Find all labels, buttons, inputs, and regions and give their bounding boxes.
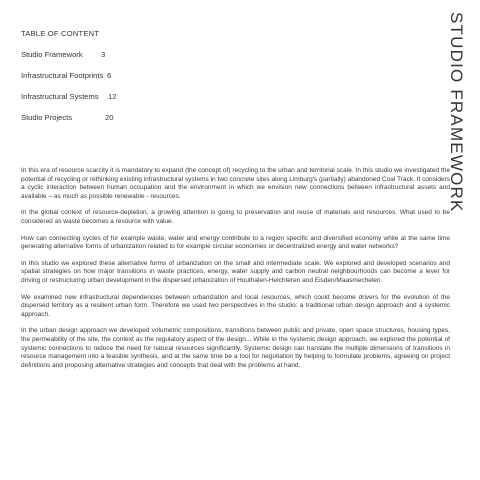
toc-list — [21, 50, 181, 134]
body-text — [21, 167, 450, 378]
toc-item-label: Studio Framework — [21, 50, 83, 59]
section-title-text: STUDIO FRAMEWORK — [447, 12, 466, 213]
toc-item-page: 6 — [107, 71, 112, 80]
table-of-contents — [21, 29, 181, 134]
paragraph: In the urban design approach we developed volumetric compositions, transitions between public and private, open space structures, housing types, the permeability of the site, the context as the regulatory aspect of the design... While in the systemic design approach, we explored the potential of systemic connections to reduce the need for natural resources significantly. Systemic design can translate the multiple dimensions of transitions in resource management into a feasible synthesis, and at the same time be a tool for negotiation by helping to formulate problems, agreeing on project definitions and proposing alternative strategies and concepts that deal with the problems at hand. — [21, 327, 450, 369]
toc-item-studio-framework[interactable] — [21, 50, 181, 71]
paragraph: How can connecting cycles of for example waste, water and energy contribute to a region specific and diversified economy while at the same time generating alternative forms of urbanization related to for example circular economies or decentralized energy and water networks? — [21, 234, 450, 251]
toc-item-label: Infrastructural Systems — [21, 92, 99, 101]
paragraph: We examined new infrastructural dependencies between urbanization and local resources, which could become drivers for the evolution of the dispersed territory as a resilient urban form. Therefore we used two perspectives in the studio: a traditional urban design approach and a systemic approach. — [21, 293, 450, 318]
toc-item-page: 20 — [105, 113, 114, 122]
toc-item-page: 3 — [101, 50, 106, 59]
toc-item-label: Studio Projects — [21, 113, 73, 122]
toc-item-infrastructural-footprints[interactable] — [21, 71, 181, 92]
toc-item-studio-projects[interactable] — [21, 113, 181, 134]
toc-heading: TABLE OF CONTENT — [21, 29, 100, 38]
paragraph: In this studio we explored these alternative forms of urbanization on the small and intermediate scale. We explored and developed scenarios and spatial strategies on how major transitions in waste practices, energy, water supply and carbon neutral neighbourhoods can become a lever for driving or restructuring urban development in the dispersed urbanization of Houthalen-Helchteren and Eisden/Maasmechelen. — [21, 259, 450, 284]
toc-item-page: 12 — [108, 92, 117, 101]
toc-item-infrastructural-systems[interactable] — [21, 92, 181, 113]
toc-item-label: Infrastructural Footprints — [21, 71, 104, 80]
paragraph: In the global context of resource-depletion, a growing attention is going to preservation and reuse of materials and resources. What used to be considered as waste becomes a resource with value. — [21, 209, 450, 225]
paragraph: In this era of resource scarcity it is mandatory to expand (the concept of) recycling to the urban and territorial scale. In this studio we investigated the potential of recycling or rethinking existing infrastructural systems in two concrete sites along Limburg's (partially) abandoned Coal Track. It considers a cyclic interaction between human occupation and the environment in which we envision new connections between infrastructural assets and available – as much as possible renewable - resources. — [21, 167, 450, 200]
